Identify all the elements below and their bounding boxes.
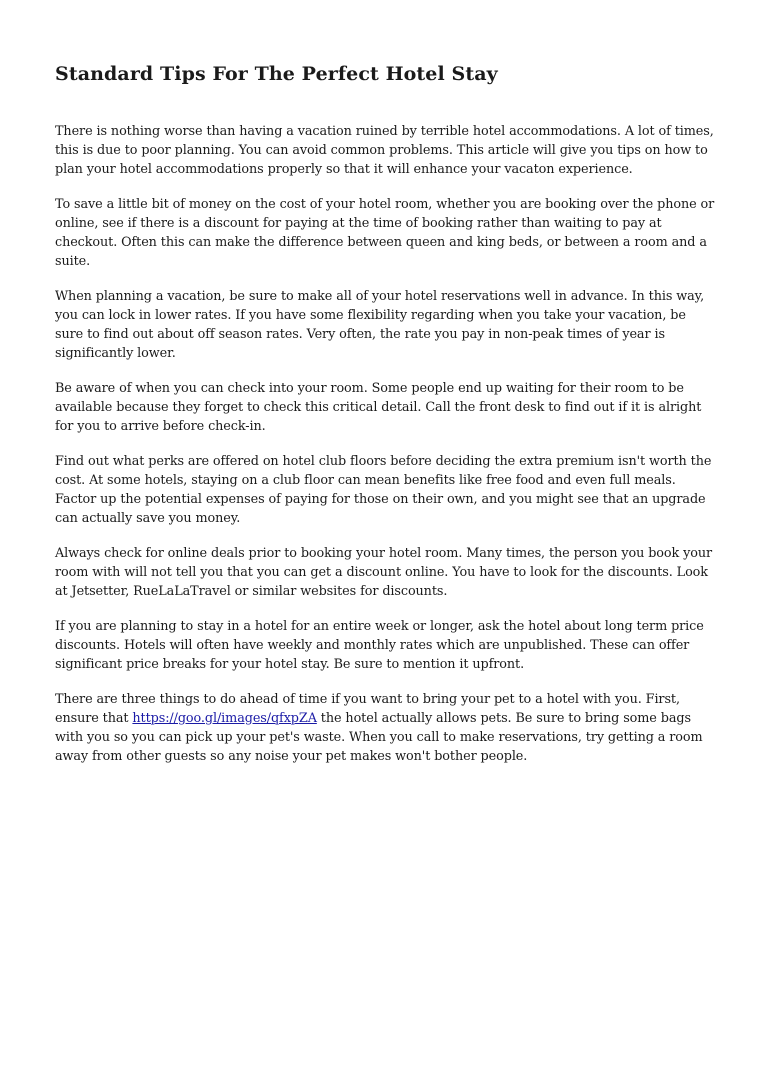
document-title: Standard Tips For The Perfect Hotel Stay (55, 63, 498, 85)
pets-text-after-link: the hotel actually allows pets. Be sure to bring some bags with you so you can pick up your pet's waste. When you call to make reservations, try getting a room away from other guests so any noise your pet makes won't bother people. (55, 711, 703, 764)
paragraph-pets (55, 690, 715, 766)
paragraph-advance-booking: When planning a vacation, be sure to make all of your hotel reservations well in advance. In this way, you can lock in lower rates. If you have some flexibility regarding when you take your vacation, be sure to find out about off season rates. Very often, the rate you pay in non-peak times of year is significantly lower. (55, 289, 705, 361)
pets-link[interactable]: https://goo.gl/images/qfxpZA (132, 711, 317, 726)
paragraph-online-deals: Always check for online deals prior to booking your hotel room. Many times, the person you book your room with will not tell you that you can get a discount online. You have to look for the discounts. Look at Jetsetter, RueLaLaTravel or similar websites for discounts. (55, 546, 713, 599)
paragraph-intro: There is nothing worse than having a vacation ruined by terrible hotel accommodations. A lot of times, this is due to poor planning. You can avoid common problems. This article will give you tips on how to plan your hotel accommodations properly so that it will enhance your vacaton experience. (55, 124, 714, 177)
paragraph-check-in: Be aware of when you can check into your room. Some people end up waiting for their room to be available because they forget to check this critical detail. Call the front desk to find out if it is alright for you to arrive before check-in. (55, 381, 702, 434)
paragraph-save-money: To save a little bit of money on the cost of your hotel room, whether you are booking over the phone or online, see if there is a discount for paying at the time of booking rather than waiting to pay at checkout. Often this can make the difference between queen and king beds, or between a room and a suite. (55, 197, 715, 269)
paragraph-long-stay: If you are planning to stay in a hotel for an entire week or longer, ask the hotel about long term price discounts. Hotels will often have weekly and monthly rates which are unpublished. These can offer significant price breaks for your hotel stay. Be sure to mention it upfront. (55, 619, 704, 672)
document-page (55, 60, 715, 782)
pets-text-before-link: There are three things to do ahead of time if you want to bring your pet to a hotel with you. First, ensure that (55, 692, 680, 726)
paragraph-club-floors: Find out what perks are offered on hotel club floors before deciding the extra premium isn't worth the cost. At some hotels, staying on a club floor can mean benefits like free food and even full meals. Factor up the potential expenses of paying for those on their own, and you might see that an upgrade can actually save you money. (55, 454, 712, 526)
